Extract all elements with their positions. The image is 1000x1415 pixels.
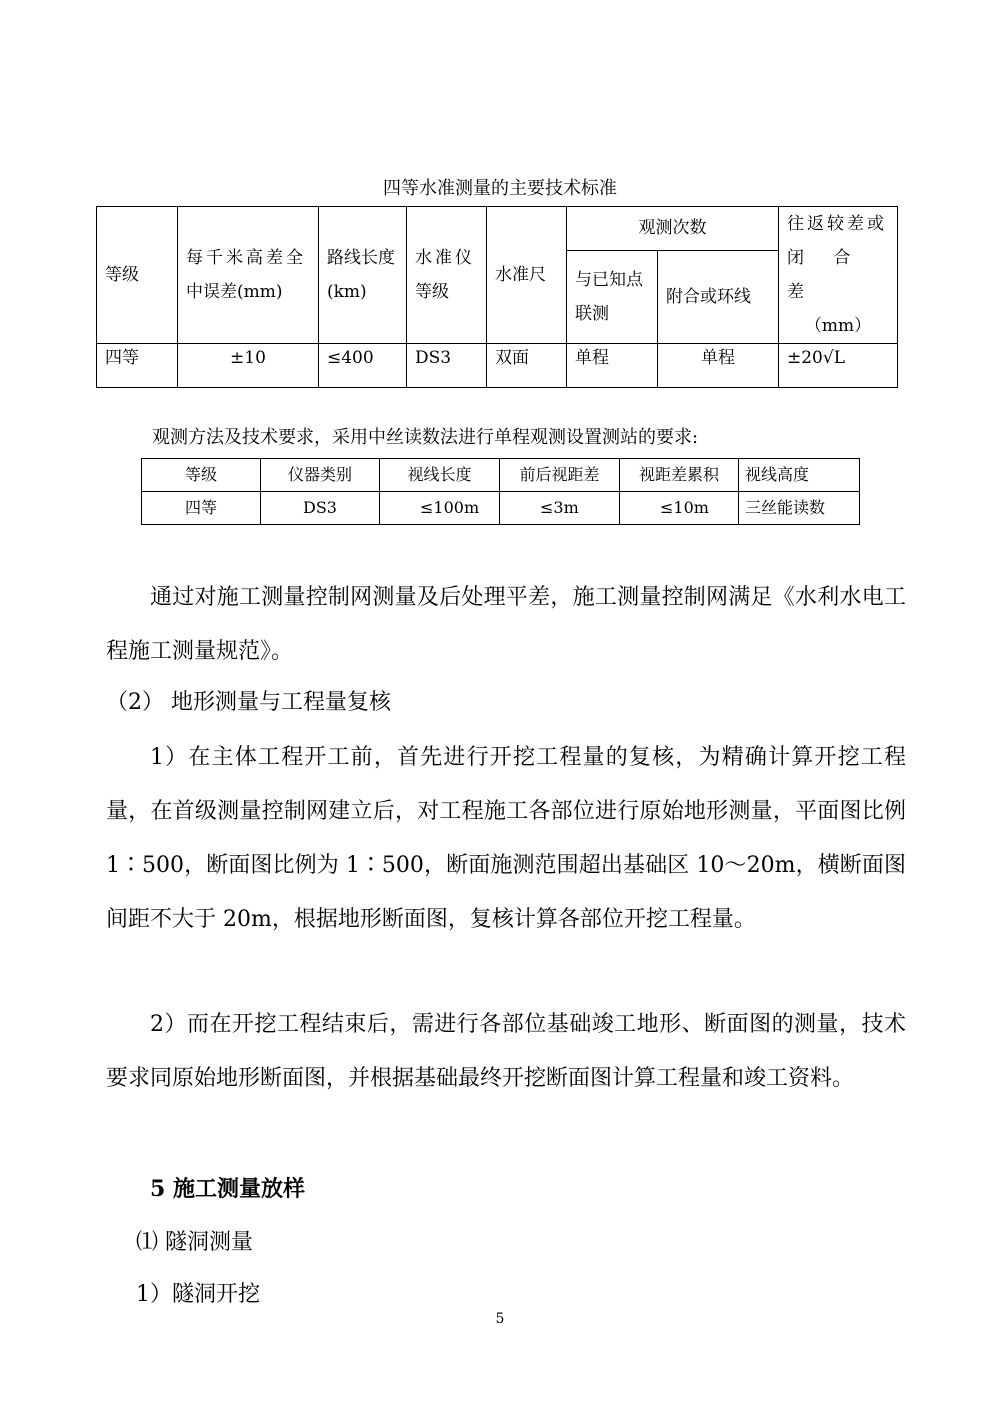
header-route-length: 路线长度 (km) <box>319 207 407 344</box>
header-cell: 等级 <box>142 459 261 492</box>
subheading-tunnel-excavation: 1）隧洞开挖 <box>136 1282 260 1307</box>
header-known-point: 与已知点 联测 <box>567 251 658 344</box>
header-cell: 前后视距差 <box>500 459 620 492</box>
subheading-tunnel-survey: ⑴ 隧洞测量 <box>136 1230 253 1255</box>
leveling-standards-table <box>96 206 898 388</box>
body-paragraph-2: 1）在主体工程开工前，首先进行开挖工程量的复核，为精确计算开挖工程量，在首级测量控制网建立后，对工程施工各部位进行原始地形测量，平面图比例 1∶500，断面图比例为 1∶500，断面施测范围超出基础区 10～20m，横断面图间距不大于 20m，根据地形断面图，复核计算各部位开挖工程量。 <box>106 745 906 932</box>
table-cell: 三丝能读数 <box>739 492 860 525</box>
table-cell: DS3 <box>261 492 380 525</box>
cell-instrument: DS3 <box>407 344 487 388</box>
body-paragraph-1: 通过对施工测量控制网测量及后处理平差，施工测量控制网满足《水利水电工程施工测量规范》。 <box>106 585 906 664</box>
header-rod: 水准尺 <box>487 207 567 344</box>
body-paragraph-3: 2）而在开挖工程结束后，需进行各部位基础竣工地形、断面图的测量，技术要求同原始地形断面图，并根据基础最终开挖断面图计算工程量和竣工资料。 <box>106 1012 906 1091</box>
table-row <box>142 492 860 525</box>
table-header-row <box>142 459 860 492</box>
header-cell: 仪器类别 <box>261 459 380 492</box>
table-cell: ≤100m <box>380 492 500 525</box>
header-loop: 附合或环线 <box>658 251 779 344</box>
cell-grade: 四等 <box>97 344 178 388</box>
table-row <box>97 344 898 388</box>
table1-caption: 四等水准测量的主要技术标准 <box>383 178 617 199</box>
cell-rod: 双面 <box>487 344 567 388</box>
cell-loop: 单程 <box>658 344 779 388</box>
table-cell: 四等 <box>142 492 261 525</box>
header-instrument-grade: 水准仪 等级 <box>407 207 487 344</box>
header-cell: 视线长度 <box>380 459 500 492</box>
station-requirements-table <box>141 458 860 525</box>
header-observation-count: 观测次数 <box>567 207 779 251</box>
section-heading-2: （2） 地形测量与工程量复核 <box>106 690 391 715</box>
table2-intro: 观测方法及技术要求，采用中丝读数法进行单程观测设置测站的要求: <box>152 427 699 448</box>
header-closure: 往返较差或 闭 合 差 （mm） <box>779 207 898 344</box>
header-error: 每千米高差全 中误差(mm) <box>178 207 319 344</box>
table-cell: ≤10m <box>620 492 739 525</box>
cell-error: ±10 <box>178 344 319 388</box>
cell-closure: ±20√L <box>779 344 898 388</box>
page-number: 5 <box>495 1311 505 1327</box>
header-grade: 等级 <box>97 207 178 344</box>
table-cell: ≤3m <box>500 492 620 525</box>
chapter-heading-5: 5 施工测量放样 <box>150 1176 305 1202</box>
header-cell: 视线高度 <box>739 459 860 492</box>
header-cell: 视距差累积 <box>620 459 739 492</box>
cell-length: ≤400 <box>319 344 407 388</box>
cell-known: 单程 <box>567 344 658 388</box>
